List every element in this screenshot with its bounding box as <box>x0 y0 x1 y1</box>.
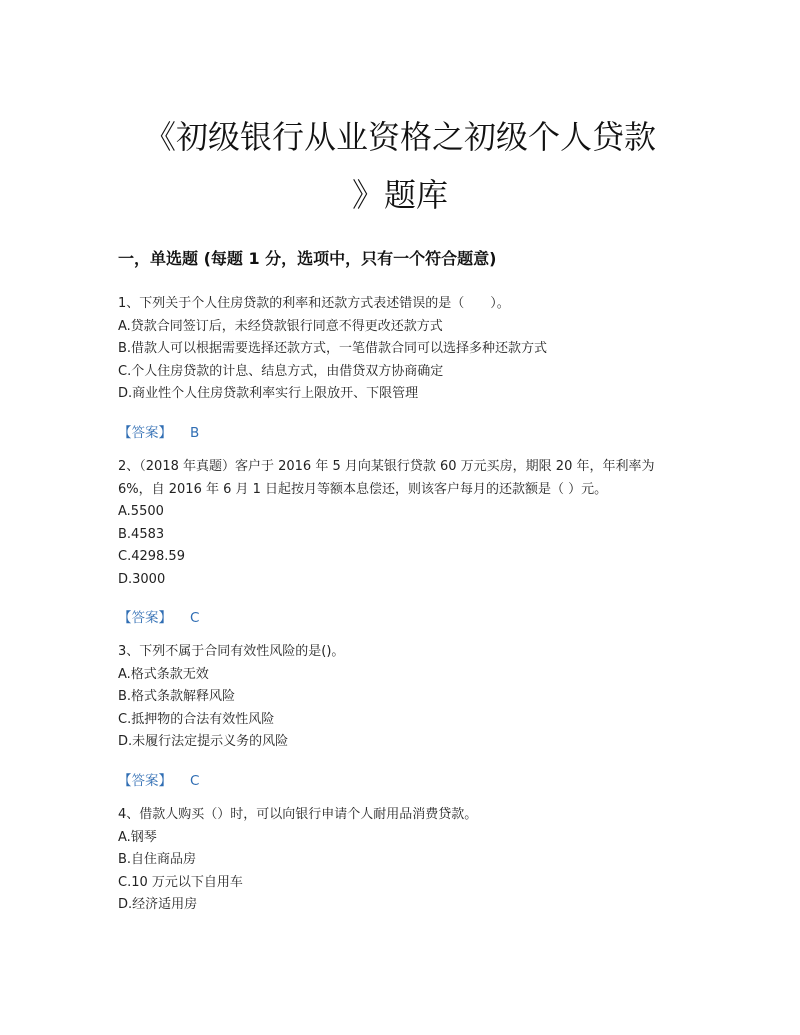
option-c: C.抵押物的合法有效性风险 <box>118 711 275 727</box>
option-b: B.格式条款解释风险 <box>118 689 236 704</box>
option-d: D.经济适用房 <box>118 897 198 912</box>
option-a: A.贷款合同签订后，未经贷款银行同意不得更改还款方式 <box>118 318 443 334</box>
answer-value: C <box>190 610 200 626</box>
option-c: C.4298.59 <box>118 549 185 564</box>
answer-value: C <box>190 773 200 789</box>
question-2 <box>118 456 688 591</box>
answer-3 <box>118 769 199 789</box>
title-line-1: 《初级银行从业资格之初级个人贷款 <box>143 118 656 156</box>
title-line-2: 》题库 <box>351 176 448 214</box>
question-3 <box>118 641 688 754</box>
answer-value: B <box>190 425 200 441</box>
answer-label: 【答案】 <box>118 773 172 789</box>
section-heading: 一，单选题 (每题 1 分，选项中，只有一个符合题意) <box>118 249 497 268</box>
question-4 <box>118 804 688 917</box>
option-c: C.个人住房贷款的计息、结息方式，由借贷双方协商确定 <box>118 363 444 379</box>
option-b: B.自住商品房 <box>118 852 197 867</box>
option-a: A.5500 <box>118 504 164 519</box>
option-a: A.格式条款无效 <box>118 666 209 682</box>
question-stem: 2、（2018 年真题）客户于 2016 年 5 月向某银行贷款 60 万元买房，期限 20 年，年利率为 6%，自 2016 年 6 月 1 日起按月等额本息偿还，则该客户每月的还款额是（ ）元。 <box>118 459 655 497</box>
answer-label: 【答案】 <box>118 610 172 626</box>
answer-2 <box>118 606 199 626</box>
option-c: C.10 万元以下自用车 <box>118 874 243 890</box>
option-d: D.3000 <box>118 571 166 587</box>
document-title <box>100 108 700 224</box>
question-1 <box>118 293 688 406</box>
answer-1 <box>118 421 199 441</box>
option-b: B.借款人可以根据需要选择还款方式，一笔借款合同可以选择多种还款方式 <box>118 341 548 356</box>
option-b: B.4583 <box>118 526 165 542</box>
question-stem: 3、下列不属于合同有效性风险的是()。 <box>118 644 345 659</box>
option-d: D.未履行法定提示义务的风险 <box>118 734 289 749</box>
option-d: D.商业性个人住房贷款利率实行上限放开、下限管理 <box>118 386 419 401</box>
question-stem: 1、下列关于个人住房贷款的利率和还款方式表述错误的是（ ）。 <box>118 296 510 311</box>
option-a: A.钢琴 <box>118 829 157 845</box>
answer-label: 【答案】 <box>118 425 172 441</box>
question-stem: 4、借款人购买（）时，可以向银行申请个人耐用品消费贷款。 <box>118 807 478 822</box>
